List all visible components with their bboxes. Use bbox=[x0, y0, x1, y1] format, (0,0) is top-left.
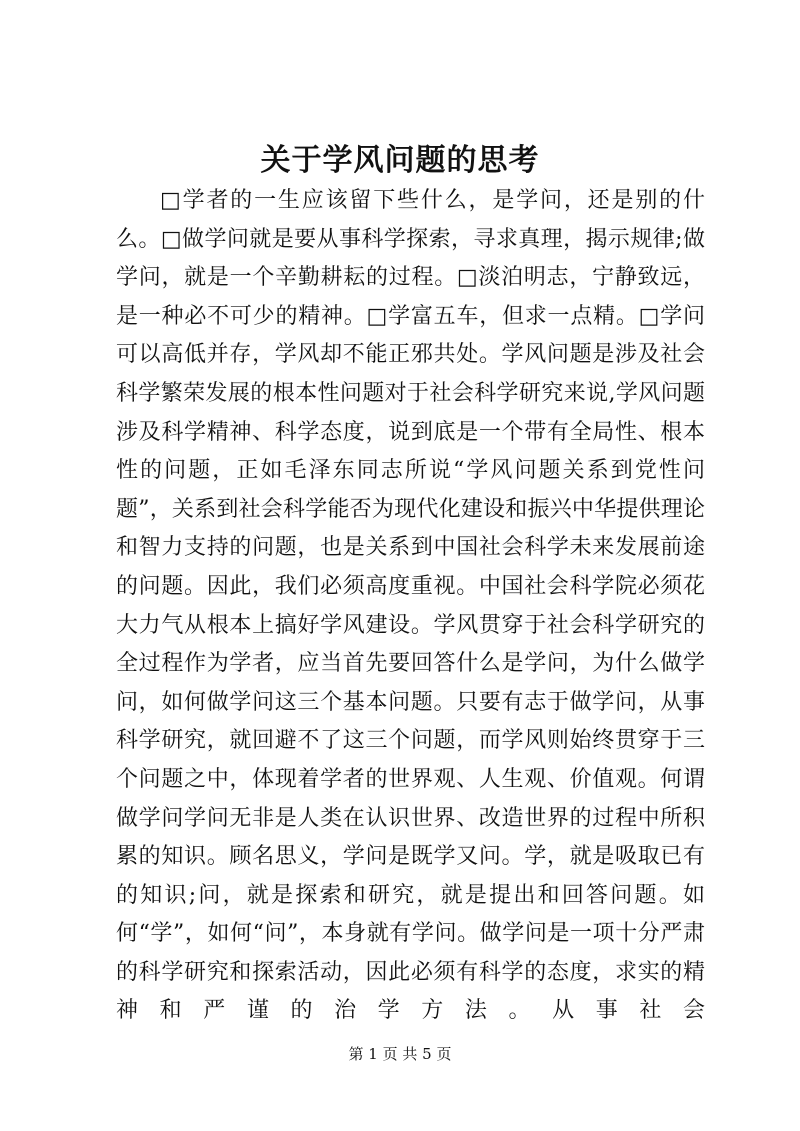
page-footer: 第 1 页 共 5 页 bbox=[348, 1045, 452, 1063]
body-paragraph: □学者的一生应该留下些什么，是学问，还是别的什么。□做学问就是要从事科学探索，寻求真理，揭示规律;做学问，就是一个辛勤耕耘的过程。□淡泊明志，宁静致远，是一种必不可少的精神。□学富五车，但求一点精。□学问可以高低并存，学风却不能正邪共处。学风问题是涉及社会科学繁荣发展的根本性问题对于社会科学研究来说,学风问题涉及科学精神、科学态度，说到底是一个带有全局性、根本性的问题，正如毛泽东同志所说“学风问题关系到党性问题”，关系到社会科学能否为现代化建设和振兴中华提供理论和智力支持的问题，也是关系到中国社会科学未来发展前途的问题。因此，我们必须高度重视。中国社会科学院必须花大力气从根本上搞好学风建设。学风贯穿于社会科学研究的全过程作为学者，应当首先要回答什么是学问，为什么做学问，如何做学问这三个基本问题。只要有志于做学问，从事科学研究，就回避不了这三个问题，而学风则始终贯穿于三个问题之中，体现着学者的世界观、人生观、价值观。何谓做学问学问无非是人类在认识世界、改造世界的过程中所积累的知识。顾名思义，学问是既学又问。学，就是吸取已有的知识;问，就是探索和研究，就是提出和回答问题。如何“学”，如何“问”，本身就有学问。做学问是一项十分严肃的科学研究和探索活动，因此必须有科学的态度，求实的精神和严谨的治学方法。从事社会 bbox=[116, 188, 705, 1024]
document-title: 关于学风问题的思考 bbox=[260, 143, 540, 178]
